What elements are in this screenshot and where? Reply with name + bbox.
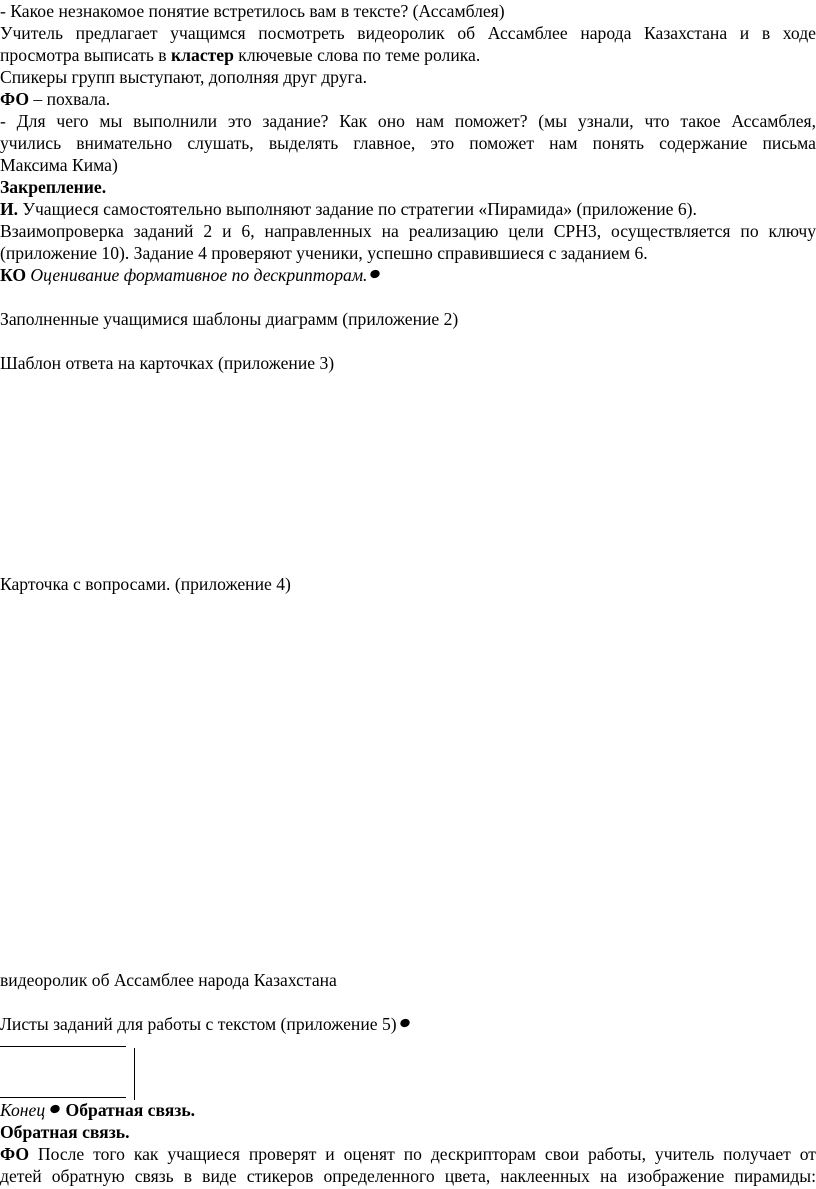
praise-text: – похвала. <box>29 89 111 109</box>
teacher-instruction-line-2 <box>0 44 480 66</box>
feedback-title: Обратная связь. <box>0 1122 130 1142</box>
feedback-heading <box>0 1121 129 1143</box>
question-card-text: Карточка с вопросами. (приложение 4) <box>0 574 291 594</box>
teacher-instruction-line-1 <box>0 22 816 44</box>
feedback-line-2 <box>0 1165 816 1187</box>
fo-label: ФО <box>0 89 30 109</box>
bullet-icon <box>370 269 382 280</box>
purpose-question-text: - Для чего мы выполнили это задание? Как оно нам поможет? (мы узнали, что такое Ассамблея, <box>0 111 816 131</box>
reinforcement-title: Закрепление. <box>0 177 107 197</box>
vertical-rule <box>134 1048 135 1100</box>
speakers-line <box>0 66 367 88</box>
teacher-instruction-text: Учитель предлагает учащимся посмотреть видеоролик об Ассамблее народа Казахстана и в ходе <box>0 23 816 43</box>
bullet-icon <box>49 1104 61 1115</box>
i-label: И. <box>0 199 19 219</box>
reinforcement-heading <box>0 176 106 198</box>
horizontal-rule-bottom <box>0 1097 126 1098</box>
cluster-term: кластер <box>171 45 234 65</box>
peer-check-text: Взаимопроверка заданий 2 и 6, направленных на реализацию цели СРН3, осуществляется по ключу <box>0 221 816 241</box>
feedback-text: После того как учащиеся проверят и оценят по дескрипторам свои работы, учитель получает от <box>29 1144 816 1164</box>
peer-check-text-end: (приложение 10). Задание 4 проверяют ученики, успешно справившиеся с заданием 6. <box>0 243 648 263</box>
feedback-title-inline: Обратная связь. <box>61 1100 196 1120</box>
templates-line <box>0 308 458 330</box>
answer-template-line <box>0 352 334 374</box>
instruction-text-post: ключевые слова по теме ролика. <box>233 45 481 65</box>
assessment-line <box>0 264 379 286</box>
purpose-answer-text: учились внимательно слушать, выделять главное, это поможет нам понять содержание письма <box>0 133 816 153</box>
question-card-line <box>0 573 291 595</box>
speakers-text: Спикеры групп выступают, дополняя друг друга. <box>0 67 367 87</box>
purpose-answer-end: Максима Кима) <box>0 155 118 175</box>
peer-check-line-1 <box>0 220 816 242</box>
worksheets-text: Листы заданий для работы с текстом (приложение 5) <box>0 1014 397 1034</box>
video-line <box>0 969 337 991</box>
praise-line <box>0 88 110 110</box>
assessment-text: Оценивание формативное по дескрипторам. <box>26 265 368 285</box>
worksheets-line <box>0 1013 409 1035</box>
peer-check-line-2 <box>0 242 648 264</box>
end-label: Конец <box>0 1100 46 1120</box>
bullet-icon <box>399 1018 411 1029</box>
instruction-text-pre: просмотра выписать в <box>0 45 172 65</box>
independent-task-line <box>0 198 697 220</box>
purpose-question-line-2 <box>0 132 816 154</box>
feedback-text-end: детей обратную связь в виде стикеров определенного цвета, наклеенных на изображение пирамиды: <box>0 1166 816 1186</box>
question-text: - Какое незнакомое понятие встретилось вам в тексте? (Ассамблея) <box>0 1 505 21</box>
video-text: видеоролик об Ассамблее народа Казахстана <box>0 970 337 990</box>
independent-task-text: Учащиеся самостоятельно выполняют задание по стратегии «Пирамида» (приложение 6). <box>18 199 697 219</box>
feedback-line-1 <box>0 1143 816 1165</box>
purpose-question-line-1 <box>0 110 816 132</box>
fo-label: ФО <box>0 1144 30 1164</box>
end-line <box>0 1099 195 1121</box>
purpose-question-line-3 <box>0 154 118 176</box>
question-line <box>0 0 505 22</box>
answer-template-text: Шаблон ответа на карточках (приложение 3) <box>0 353 335 373</box>
templates-text: Заполненные учащимися шаблоны диаграмм (приложение 2) <box>0 309 459 329</box>
horizontal-rule-top <box>0 1046 126 1047</box>
ko-label: КО <box>0 265 27 285</box>
